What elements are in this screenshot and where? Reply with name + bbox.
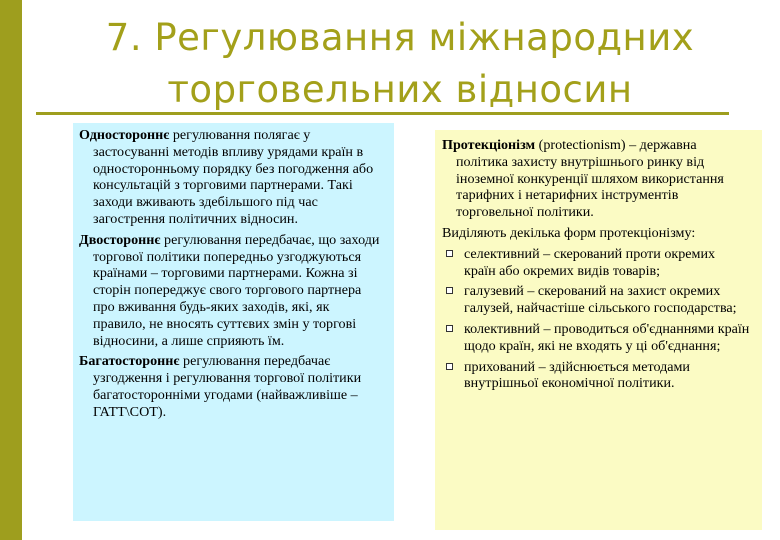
square-bullet-icon bbox=[446, 325, 453, 332]
forms-intro: Виділяють декілька форм протекціонізму: bbox=[442, 224, 696, 241]
square-bullet-icon bbox=[446, 250, 453, 257]
slide-title-line-2: торговельних відносин bbox=[167, 68, 633, 111]
title-divider bbox=[36, 112, 729, 115]
list-item bbox=[442, 246, 750, 280]
regulation-item-multilateral bbox=[79, 353, 384, 420]
list-item bbox=[442, 321, 750, 355]
definition-text: (protectionism) – державна політика захисту внутрішнього ринку від іноземної конкуренції шляхом використання тарифних і нетарифних інструментів торговельної політики. bbox=[456, 137, 724, 221]
regulation-description: регулювання передбачає, що заходи торгової політики попередньо узгоджуються країнами – торговими партнерами. Кожна зі сторін попереджує свого торгового партнера про вживання будь-яких заходів, які, як правило, не вносять суттєвих змін у торгові відносини, а лише сприяють їм. bbox=[93, 231, 380, 349]
list-item-text: прихований – здійснюється методами внутрішньої економічної політики. bbox=[464, 358, 690, 392]
regulation-description: регулювання полягає у застосуванні методів впливу урядами країн в односторонньому порядку без погодження або консультацій з торговими партнерами. Такі заходи вживають здебільшого під час загострення політичних відносин. bbox=[93, 127, 374, 227]
slide-title bbox=[30, 12, 770, 116]
definition-term: Протекціонізм bbox=[442, 137, 536, 153]
regulation-item-bilateral bbox=[79, 232, 384, 350]
list-item-text: галузевий – скерований на захист окремих галузей, найчастіше сільського господарства; bbox=[464, 283, 737, 317]
regulation-term: Двостороннє bbox=[79, 231, 161, 248]
square-bullet-icon bbox=[446, 287, 453, 294]
regulation-description: регулювання передбачає узгодження і регулювання торгової політики багатосторонніми угодами (найважливіше – ГАТТ\СОТ). bbox=[93, 353, 362, 420]
protectionism-forms-list bbox=[442, 246, 750, 392]
slide-title-line-1: 7. Регулювання міжнародних bbox=[105, 16, 695, 59]
list-item bbox=[442, 359, 750, 393]
list-item bbox=[442, 283, 750, 317]
regulation-item-unilateral bbox=[79, 127, 384, 228]
square-bullet-icon bbox=[446, 363, 453, 370]
regulation-term: Багатостороннє bbox=[79, 353, 180, 370]
right-text-panel bbox=[435, 130, 762, 530]
protectionism-definition bbox=[442, 137, 750, 221]
list-item-text: селективний – скерований проти окремих країн або окремих видів товарів; bbox=[464, 245, 716, 279]
side-accent-bar bbox=[0, 0, 22, 540]
list-item-text: колективний – проводиться об'єднаннями країн щодо країн, які не входять у ці об'єднання; bbox=[464, 320, 750, 354]
regulation-term: Одностороннє bbox=[79, 127, 170, 143]
left-text-panel bbox=[73, 123, 394, 521]
